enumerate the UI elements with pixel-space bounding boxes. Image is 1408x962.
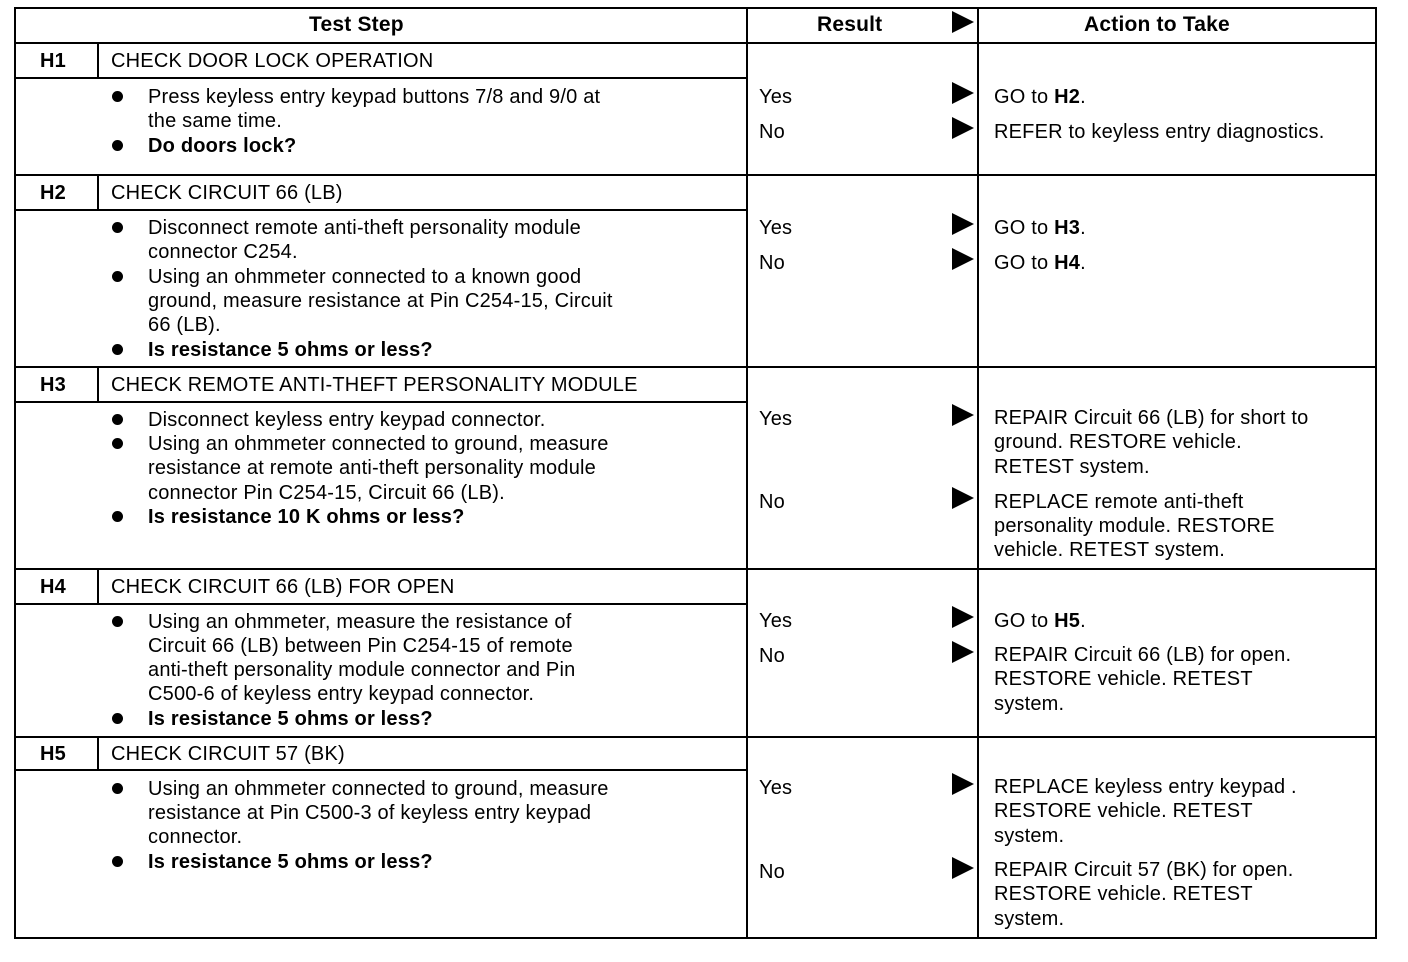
- result-no: No: [759, 645, 785, 667]
- bullet-icon: [112, 783, 123, 794]
- header-result: Result: [817, 13, 883, 36]
- title-underline: [14, 209, 748, 211]
- step-question: Do doors lock?: [148, 135, 297, 157]
- bullet-icon: [112, 414, 123, 425]
- step-question: Is resistance 10 K ohms or less?: [148, 506, 465, 528]
- step-instruction: resistance at remote anti-theft personality module: [148, 457, 596, 479]
- arrow-icon: [952, 404, 974, 426]
- bullet-icon: [112, 344, 123, 355]
- step-instruction: Disconnect keyless entry keypad connector.: [148, 409, 546, 431]
- title-underline: [14, 401, 748, 403]
- action-yes: GO to H3.: [994, 217, 1086, 239]
- step-instruction: the same time.: [148, 110, 282, 132]
- step-instruction: resistance at Pin C500-3 of keyless entry keypad: [148, 802, 592, 824]
- step-title: CHECK CIRCUIT 66 (LB): [111, 182, 343, 204]
- bullet-icon: [112, 616, 123, 627]
- row-divider: [14, 568, 1377, 570]
- step-question: Is resistance 5 ohms or less?: [148, 708, 433, 730]
- action-no-line: system.: [994, 908, 1065, 930]
- table-border-bottom: [14, 937, 1377, 939]
- result-yes: Yes: [759, 86, 793, 108]
- header-action: Action to Take: [1084, 13, 1230, 36]
- result-no: No: [759, 491, 785, 513]
- step-instruction: Using an ohmmeter, measure the resistance of: [148, 611, 572, 633]
- step-instruction: Circuit 66 (LB) between Pin C254-15 of remote: [148, 635, 573, 657]
- bullet-icon: [112, 438, 123, 449]
- step-instruction: connector C254.: [148, 241, 298, 263]
- arrow-icon: [952, 487, 974, 509]
- action-yes-line: ground. RESTORE vehicle.: [994, 431, 1242, 453]
- table-border-right: [1375, 7, 1377, 939]
- step-code: H5: [40, 743, 66, 765]
- bullet-icon: [112, 140, 123, 151]
- step-code: H3: [40, 374, 66, 396]
- header-test-step: Test Step: [309, 13, 404, 36]
- bullet-icon: [112, 222, 123, 233]
- row-divider: [14, 174, 1377, 176]
- arrow-icon: [952, 857, 974, 879]
- step-title: CHECK REMOTE ANTI-THEFT PERSONALITY MODULE: [111, 374, 638, 396]
- row-divider: [14, 736, 1377, 738]
- header-divider: [14, 42, 1377, 44]
- step-instruction: connector Pin C254-15, Circuit 66 (LB).: [148, 482, 505, 504]
- action-no-line: RESTORE vehicle. RETEST: [994, 668, 1253, 690]
- action-yes-line: system.: [994, 825, 1065, 847]
- bullet-icon: [112, 713, 123, 724]
- step-instruction: ground, measure resistance at Pin C254-15, Circuit: [148, 290, 613, 312]
- result-no: No: [759, 121, 785, 143]
- action-yes-line: REPAIR Circuit 66 (LB) for short to: [994, 407, 1309, 429]
- bullet-icon: [112, 856, 123, 867]
- action-no-line: system.: [994, 693, 1065, 715]
- step-instruction: Using an ohmmeter connected to ground, measure: [148, 433, 609, 455]
- action-yes-line: RETEST system.: [994, 456, 1150, 478]
- step-instruction: anti-theft personality module connector and Pin: [148, 659, 576, 681]
- action-no-line: REPLACE remote anti-theft: [994, 491, 1244, 513]
- step-instruction: Using an ohmmeter connected to a known good: [148, 266, 582, 288]
- bullet-icon: [112, 91, 123, 102]
- action-no-line: vehicle. RETEST system.: [994, 539, 1225, 561]
- action-no-line: personality module. RESTORE: [994, 515, 1275, 537]
- title-underline: [14, 769, 748, 771]
- arrow-icon: [952, 117, 974, 139]
- column-divider-action: [977, 7, 979, 939]
- table-border-top: [14, 7, 1377, 9]
- step-title: CHECK CIRCUIT 66 (LB) FOR OPEN: [111, 576, 455, 598]
- arrow-icon: [952, 773, 974, 795]
- step-instruction: Using an ohmmeter connected to ground, measure: [148, 778, 609, 800]
- step-code: H4: [40, 576, 66, 598]
- action-yes-line: REPLACE keyless entry keypad .: [994, 776, 1297, 798]
- step-question: Is resistance 5 ohms or less?: [148, 339, 433, 361]
- arrow-icon: [952, 606, 974, 628]
- table-border-left: [14, 7, 16, 939]
- title-underline: [14, 603, 748, 605]
- action-no-line: REPAIR Circuit 66 (LB) for open.: [994, 644, 1292, 666]
- action-yes: GO to H2.: [994, 86, 1086, 108]
- result-no: No: [759, 861, 785, 883]
- bullet-icon: [112, 511, 123, 522]
- step-title: CHECK DOOR LOCK OPERATION: [111, 50, 434, 72]
- action-no: REFER to keyless entry diagnostics.: [994, 121, 1325, 143]
- action-yes: GO to H5.: [994, 610, 1086, 632]
- code-divider: [97, 43, 99, 78]
- result-yes: Yes: [759, 408, 793, 430]
- arrow-icon: [952, 82, 974, 104]
- arrow-icon: [952, 641, 974, 663]
- step-instruction: 66 (LB).: [148, 314, 221, 336]
- header-arrow-icon: [952, 11, 974, 33]
- step-instruction: connector.: [148, 826, 243, 848]
- row-divider: [14, 366, 1377, 368]
- action-no-line: RESTORE vehicle. RETEST: [994, 883, 1253, 905]
- step-code: H1: [40, 50, 66, 72]
- title-underline: [14, 77, 748, 79]
- arrow-icon: [952, 213, 974, 235]
- code-divider: [97, 569, 99, 604]
- column-divider-result: [746, 7, 748, 939]
- result-yes: Yes: [759, 217, 793, 239]
- code-divider: [97, 737, 99, 770]
- action-yes-line: RESTORE vehicle. RETEST: [994, 800, 1253, 822]
- action-no-line: REPAIR Circuit 57 (BK) for open.: [994, 859, 1294, 881]
- arrow-icon: [952, 248, 974, 270]
- step-instruction: C500-6 of keyless entry keypad connector.: [148, 683, 535, 705]
- result-no: No: [759, 252, 785, 274]
- step-instruction: Press keyless entry keypad buttons 7/8 and 9/0 at: [148, 86, 601, 108]
- result-yes: Yes: [759, 610, 793, 632]
- step-title: CHECK CIRCUIT 57 (BK): [111, 743, 345, 765]
- step-code: H2: [40, 182, 66, 204]
- bullet-icon: [112, 271, 123, 282]
- result-yes: Yes: [759, 777, 793, 799]
- action-no: GO to H4.: [994, 252, 1086, 274]
- code-divider: [97, 175, 99, 210]
- step-instruction: Disconnect remote anti-theft personality module: [148, 217, 581, 239]
- step-question: Is resistance 5 ohms or less?: [148, 851, 433, 873]
- code-divider: [97, 367, 99, 402]
